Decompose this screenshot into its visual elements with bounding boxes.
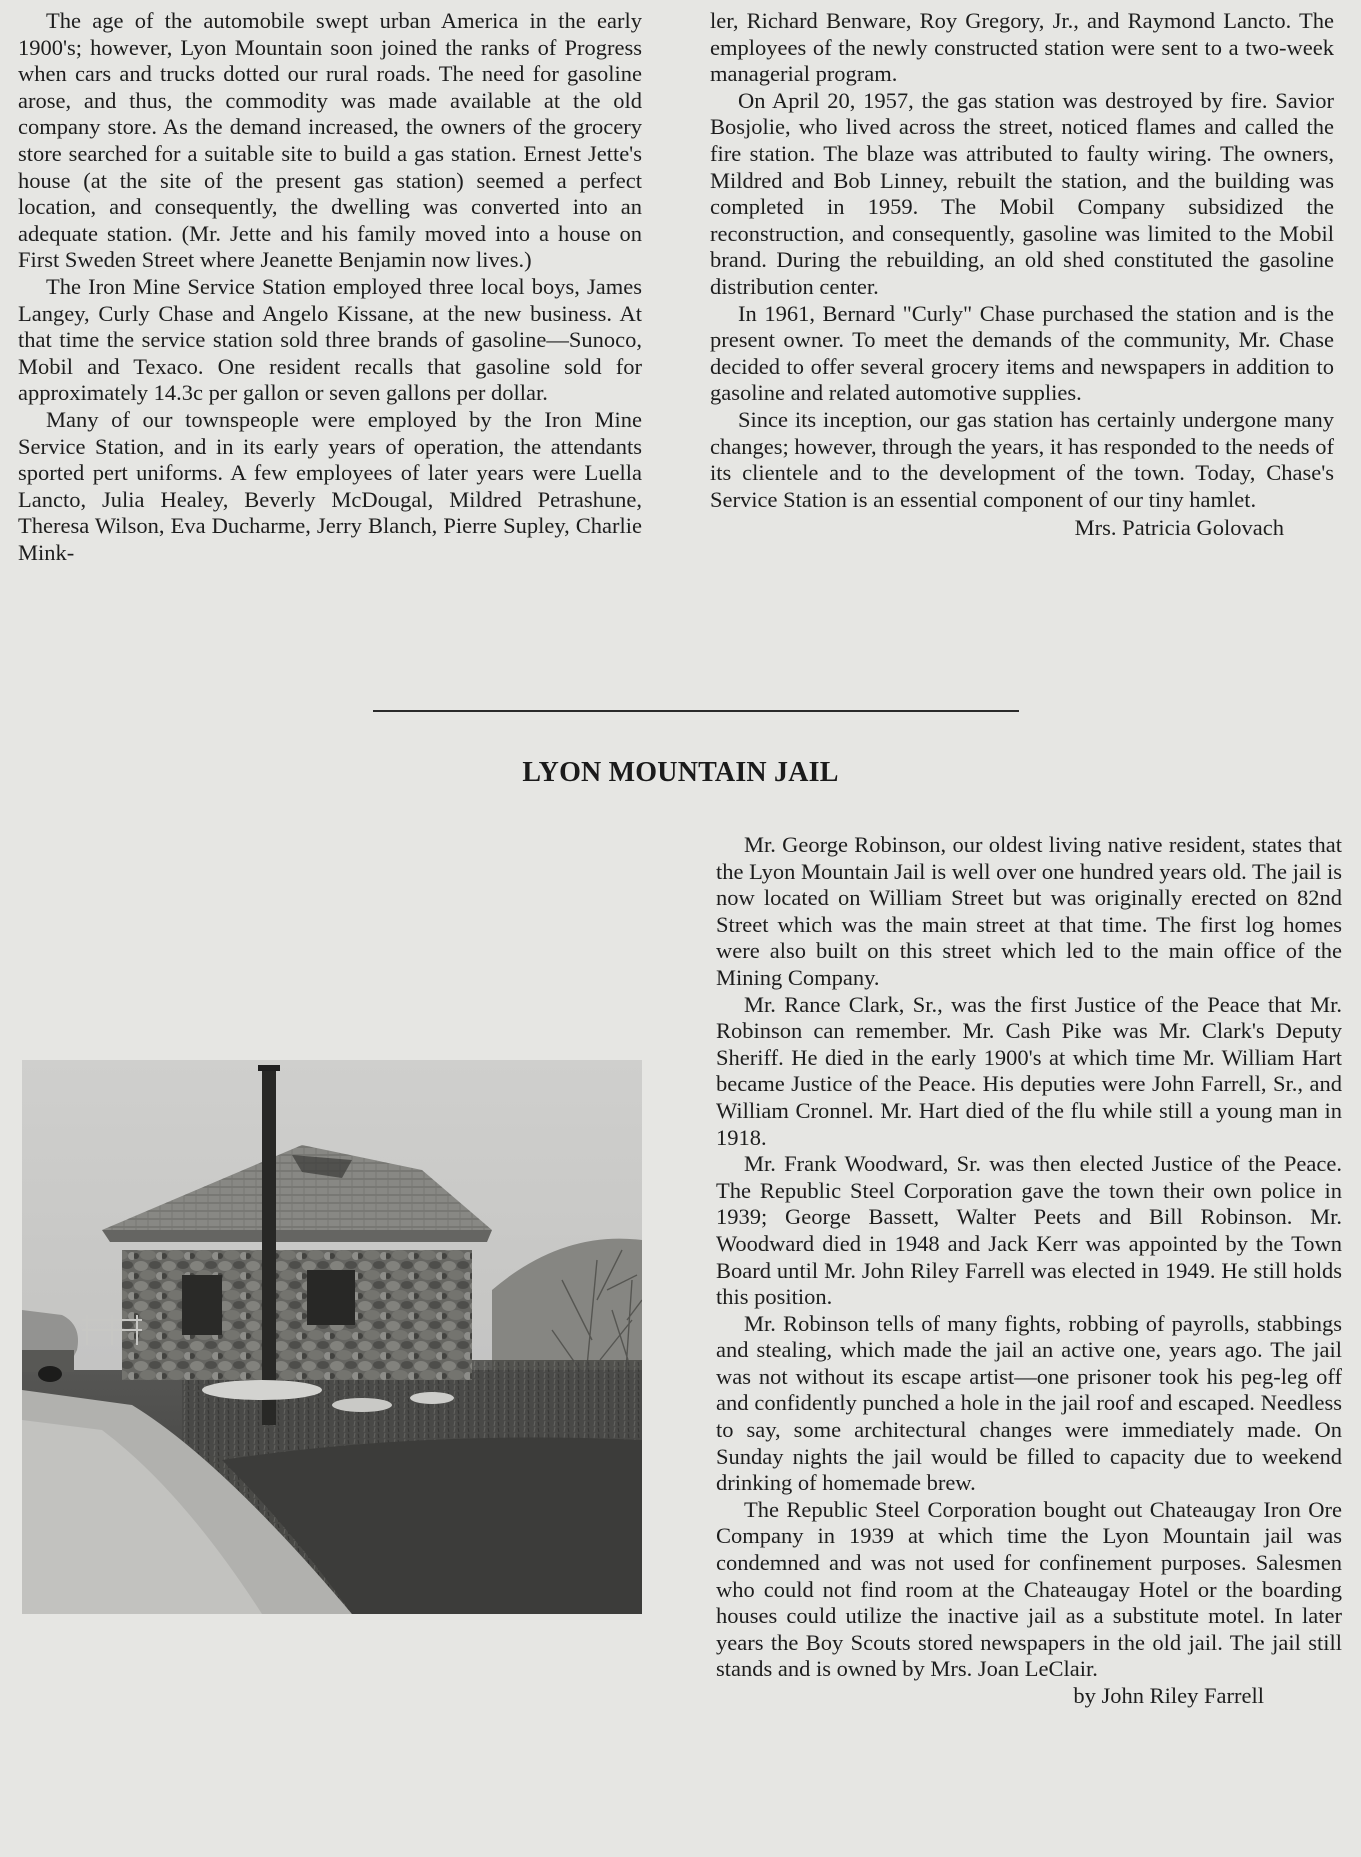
article-paragraph: The Iron Mine Service Station employed three local boys, James Langey, Curly Chase and Angelo Kissane, at the new business. At that time the service station sold three brands of gasoline—Sunoco, Mobil and Texaco. One resident recalls that gasoline sold for approximately 14.3c per gallon or seven gallons per dollar. [18,273,642,406]
article-paragraph: Mr. Robinson tells of many fights, robbing of payrolls, stabbings and stealing, which made the jail an active one, years ago. The jail was not without its escape artist—one prisoner took his peg-leg off and confidently punched a hole in the jail roof and escaped. Needless to say, some architectural changes were immediately made. On Sunday nights the jail would be filled to capacity due to weekend drinking of homemade brew. [716,1310,1342,1496]
article-author: by John Riley Farrell [1073,1683,1264,1708]
gas-station-article-right-column [710,8,1334,542]
article-paragraph: On April 20, 1957, the gas station was destroyed by fire. Savior Bosjolie, who lived across the street, noticed flames and called the fire station. The blaze was attributed to faulty wiring. The owners, Mildred and Bob Linney, rebuilt the station, and the building was completed in 1959. The Mobil Company subsidized the reconstruction, and consequently, gasoline was limited to the Mobil brand. During the rebuilding, an old shed constituted the gasoline distribution center. [710,87,1334,299]
jail-article-column [716,832,1342,1710]
article-paragraph-continuation: ler, Richard Benware, Roy Gregory, Jr., and Raymond Lancto. The employees of the newly constructed station were sent to a two-week managerial program. [710,8,1334,87]
section-divider [373,710,1019,712]
article-author: Mrs. Patricia Golovach [1074,515,1284,541]
gas-station-article-left-column [18,8,642,566]
article-paragraph: Mr. Rance Clark, Sr., was the first Justice of the Peace that Mr. Robinson can remember. Mr. Cash Pike was Mr. Clark's Deputy Sheriff. He died in the early 1900's at which time Mr. William Hart became Justice of the Peace. His deputies were John Farrell, Sr., and William Cronnel. Mr. Hart died of the flu while still a young man in 1918. [716,991,1342,1150]
article-paragraph: The Republic Steel Corporation bought out Chateaugay Iron Ore Company in 1939 at which time the Lyon Mountain jail was condemned and was not used for confinement purposes. Salesmen who could not find room at the Chateaugay Hotel or the boarding houses could utilize the inactive jail as a substitute motel. In later years the Boy Scouts stored newspapers in the old jail. The jail still stands and is owned by Mrs. Joan LeClair. [716,1496,1342,1682]
article-paragraph: In 1961, Bernard "Curly" Chase purchased the station and is the present owner. To meet the demands of the community, Mr. Chase decided to offer several grocery items and newspapers in addition to gasoline and related automotive supplies. [710,300,1334,406]
article-paragraph: Mr. George Robinson, our oldest living native resident, states that the Lyon Mountain Jail is well over one hundred years old. The jail is now located on William Street but was originally erected on 82nd Street which was the main street at that time. The first log homes were also built on this street which led to the main office of the Mining Company. [716,832,1342,990]
jail-photograph [22,1060,642,1614]
article-paragraph: Many of our townspeople were employed by the Iron Mine Service Station, and in its early years of operation, the attendants sported pert uniforms. A few employees of later years were Luella Lancto, Julia Healey, Beverly McDougal, Mildred Petrashune, Theresa Wilson, Eva Ducharme, Jerry Blanch, Pierre Supley, Charlie Mink- [18,406,642,565]
section-heading: LYON MOUNTAIN JAIL [522,757,839,788]
article-paragraph: The age of the automobile swept urban America in the early 1900's; however, Lyon Mountain soon joined the ranks of Progress when cars and trucks dotted our rural roads. The need for gasoline arose, and thus, the commodity was made available at the old company store. As the demand increased, the owners of the grocery store searched for a suitable site to build a gas station. Ernest Jette's house (at the site of the present gas station) seemed a perfect location, and consequently, the dwelling was converted into an adequate station. (Mr. Jette and his family moved into a house on First Sweden Street where Jeanette Benjamin now lives.) [18,8,642,273]
article-paragraph: Since its inception, our gas station has certainly undergone many changes; however, through the years, it has responded to the needs of its clientele and to the development of the town. Today, Chase's Service Station is an essential component of our tiny hamlet. [710,406,1334,512]
article-paragraph: Mr. Frank Woodward, Sr. was then elected Justice of the Peace. The Republic Steel Corporation gave the town their own police in 1939; George Bassett, Walter Peets and Bill Robinson. Mr. Woodward died in 1948 and Jack Kerr was appointed by the Town Board until Mr. John Riley Farrell was elected in 1949. He still holds this position. [716,1151,1342,1310]
